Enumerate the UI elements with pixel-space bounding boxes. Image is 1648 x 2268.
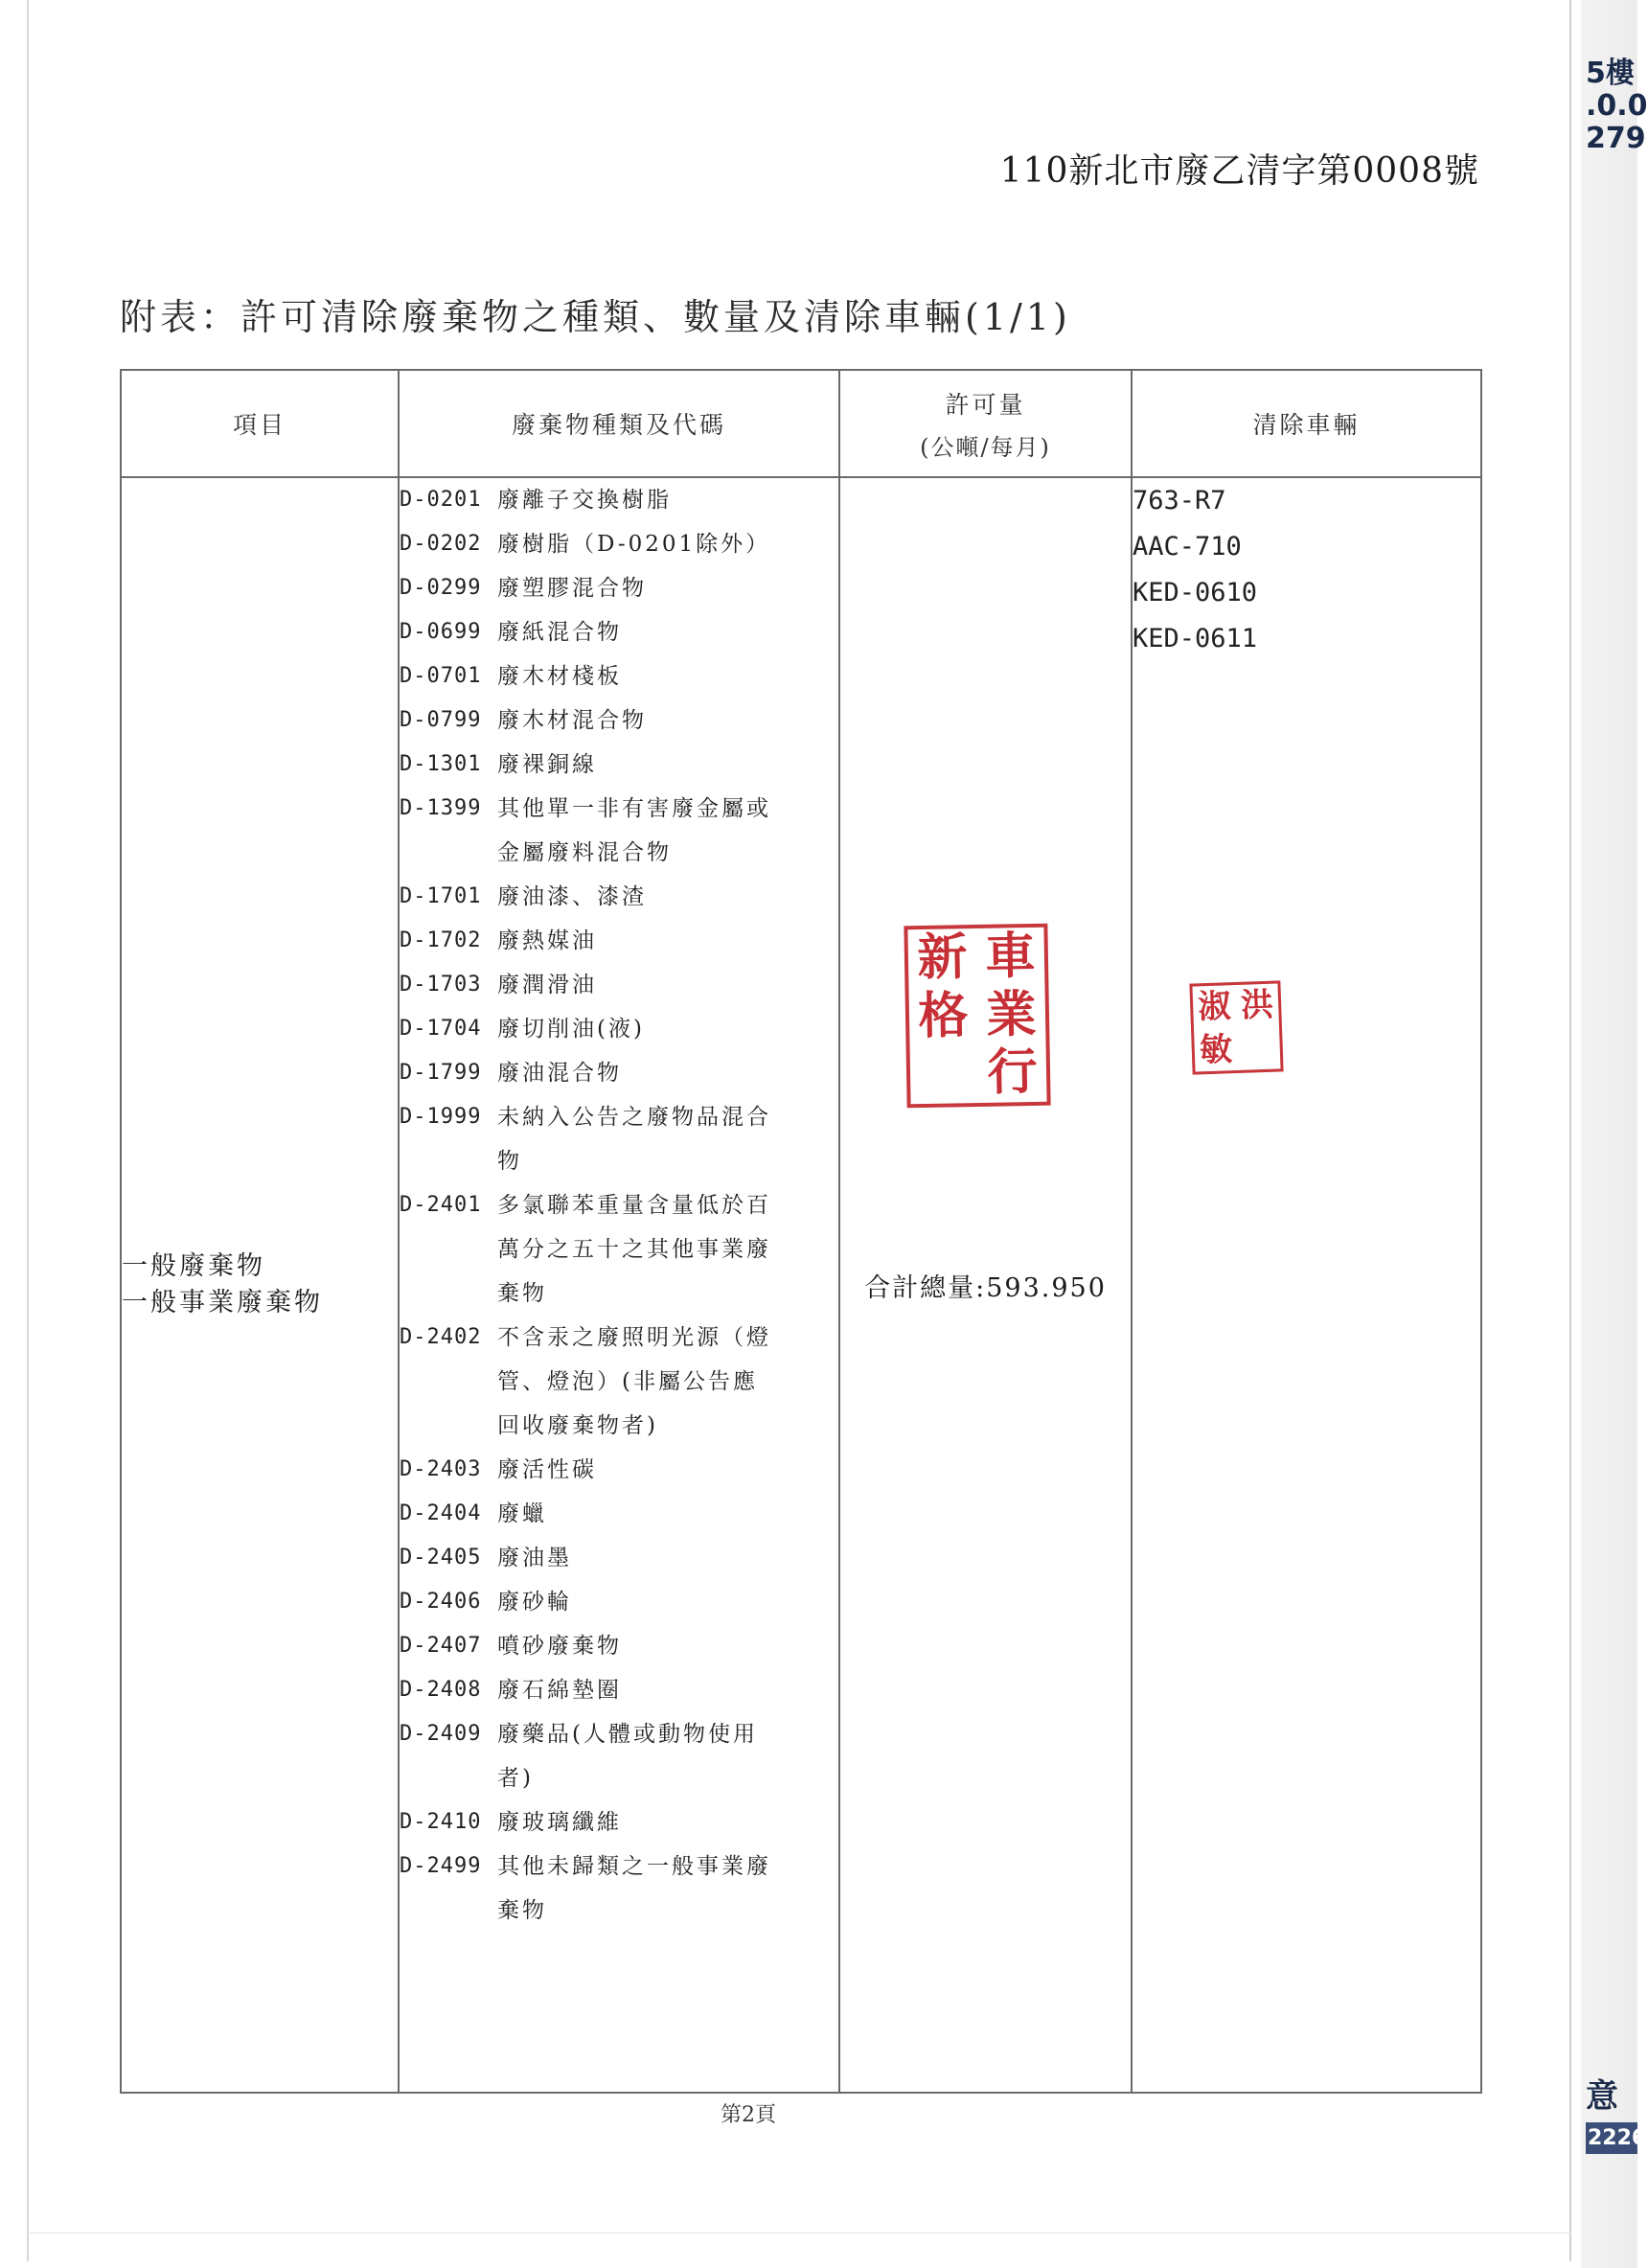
waste-row [400, 1624, 838, 1668]
waste-code: D-0202 [400, 532, 482, 556]
header-quantity-label: 許可量 [945, 390, 1026, 419]
waste-row [400, 963, 838, 1007]
waste-code: D-2406 [400, 1590, 482, 1614]
waste-row [400, 1844, 838, 1933]
adjacent-page-bottom-text [1586, 2070, 1647, 2154]
seal-char [910, 1044, 979, 1104]
header-vehicles: 清除車輛 [1132, 370, 1481, 477]
waste-code: D-0299 [400, 576, 482, 600]
waste-row [400, 522, 838, 566]
waste-name: 多氯聯苯重量含量低於百萬分之五十之其他事業廢棄物 [497, 1193, 771, 1306]
waste-name: 廢活性碳 [497, 1457, 597, 1482]
waste-cell [399, 477, 839, 2093]
quantity-cell [839, 477, 1132, 2093]
waste-name: 噴砂廢棄物 [497, 1634, 622, 1659]
waste-code: D-2403 [400, 1457, 482, 1481]
waste-code: D-0699 [400, 620, 482, 644]
strip-line: 279 [1586, 122, 1646, 155]
waste-name: 廢砂輪 [497, 1590, 572, 1615]
page-number: 第2頁 [721, 2103, 776, 2127]
waste-row [400, 1316, 838, 1448]
vehicle-plate: KED-0611 [1133, 624, 1258, 653]
waste-name: 廢藥品(人體或動物使用者) [497, 1722, 758, 1791]
item-line: 一般廢棄物 [122, 1251, 265, 1281]
adjacent-page-top-text [1586, 57, 1648, 155]
waste-row [400, 699, 838, 743]
waste-code: D-2499 [400, 1854, 482, 1878]
header-quantity-unit: (公噸/每月) [920, 433, 1051, 461]
waste-row [400, 875, 838, 919]
seal-char: 新 [916, 928, 968, 988]
paper-bottom-edge [27, 2233, 1571, 2262]
header-item: 項目 [121, 370, 399, 477]
header-waste-type: 廢棄物種類及代碼 [399, 370, 839, 477]
seal-char [1237, 1026, 1281, 1070]
waste-code: D-0701 [400, 664, 482, 688]
waste-code: D-2408 [400, 1678, 482, 1702]
seal-char: 洪 [1240, 985, 1274, 1025]
body-row [121, 477, 1481, 2093]
waste-code: D-1399 [400, 796, 482, 820]
strip-line: .0.0 [1586, 89, 1648, 123]
waste-name: 廢裸銅線 [497, 752, 597, 777]
waste-code: D-1701 [400, 884, 482, 908]
waste-code: D-2401 [400, 1193, 482, 1217]
waste-row [400, 1668, 838, 1712]
waste-row [400, 478, 838, 522]
waste-code: D-2407 [400, 1634, 482, 1658]
strip-char: 意 [1586, 2077, 1618, 2116]
waste-code: D-2409 [400, 1722, 482, 1746]
waste-name: 廢蠟 [497, 1501, 547, 1526]
vehicle-plate: 763-R7 [1133, 486, 1226, 515]
waste-row [400, 1536, 838, 1580]
vehicles-cell [1132, 477, 1481, 2093]
item-line: 一般事業廢棄物 [122, 1288, 323, 1317]
personal-seal [1189, 980, 1283, 1074]
table-caption: 附表：許可清除廢棄物之種類、數量及清除車輛(1/1) [120, 296, 1071, 338]
waste-row [400, 1580, 838, 1624]
waste-name: 廢玻璃纖維 [497, 1810, 622, 1835]
waste-code: D-2410 [400, 1810, 482, 1834]
quantity-total: 合計總量:593.950 [864, 1272, 1107, 1303]
waste-code: D-0201 [400, 488, 482, 512]
waste-row [400, 743, 838, 787]
waste-name: 廢樹脂（D-0201除外） [497, 532, 771, 557]
waste-name: 廢潤滑油 [497, 973, 597, 997]
waste-row [400, 1448, 838, 1492]
waste-name: 廢離子交換樹脂 [497, 488, 672, 513]
waste-name: 廢木材棧板 [497, 664, 622, 689]
waste-row [400, 1007, 838, 1051]
waste-row [400, 654, 838, 699]
waste-code: D-2402 [400, 1325, 482, 1349]
item-cell [121, 477, 399, 2093]
waste-code: D-1999 [400, 1105, 482, 1129]
waste-code: D-1301 [400, 752, 482, 776]
waste-name: 廢切削油(液) [497, 1017, 645, 1042]
waste-name: 其他單一非有害廢金屬或金屬廢料混合物 [497, 796, 771, 865]
document-number: 110新北市廢乙清字第0008號 [999, 151, 1479, 191]
waste-code: D-0799 [400, 708, 482, 732]
waste-row [400, 1183, 838, 1316]
vehicle-plate: KED-0610 [1133, 578, 1258, 607]
header-quantity [839, 370, 1132, 477]
waste-row [400, 566, 838, 610]
waste-code: D-1799 [400, 1061, 482, 1085]
seal-char: 敏 [1199, 1029, 1233, 1069]
seal-char: 車 [984, 926, 1036, 986]
waste-row [400, 1095, 838, 1183]
waste-name: 廢紙混合物 [497, 620, 622, 645]
seal-char: 淑 [1197, 987, 1232, 1027]
header-row [121, 370, 1481, 477]
seal-char: 行 [986, 1042, 1039, 1103]
waste-name: 其他未歸類之一般事業廢棄物 [497, 1854, 771, 1923]
waste-code: D-1704 [400, 1017, 482, 1041]
waste-name: 不含汞之廢照明光源（燈管、燈泡）(非屬公告應回收廢棄物者) [497, 1325, 771, 1438]
waste-code: D-1702 [400, 928, 482, 952]
waste-row [400, 787, 838, 875]
waste-name: 廢石綿墊圈 [497, 1678, 622, 1703]
waste-row [400, 1492, 838, 1536]
seal-char: 業 [985, 984, 1038, 1044]
waste-row [400, 1800, 838, 1844]
waste-name: 廢塑膠混合物 [497, 576, 647, 601]
strip-line: 5樓 [1586, 57, 1635, 90]
waste-code: D-2405 [400, 1546, 482, 1569]
vehicle-plate: AAC-710 [1133, 532, 1242, 561]
adjacent-page-strip [1581, 0, 1648, 2268]
waste-row [400, 919, 838, 963]
company-seal [904, 924, 1050, 1109]
permit-table [120, 369, 1482, 2094]
strip-number: 2226 [1586, 2122, 1637, 2154]
waste-code: D-2404 [400, 1501, 482, 1525]
waste-name: 廢熱媒油 [497, 928, 597, 953]
waste-row [400, 1051, 838, 1095]
waste-code: D-1703 [400, 973, 482, 997]
waste-name: 廢木材混合物 [497, 708, 647, 733]
waste-name: 未納入公告之廢物品混合物 [497, 1105, 771, 1174]
waste-row [400, 1712, 838, 1800]
waste-row [400, 610, 838, 654]
waste-name: 廢油漆、漆渣 [497, 884, 647, 909]
waste-name: 廢油墨 [497, 1546, 572, 1570]
waste-name: 廢油混合物 [497, 1061, 622, 1086]
seal-char: 格 [917, 985, 970, 1045]
